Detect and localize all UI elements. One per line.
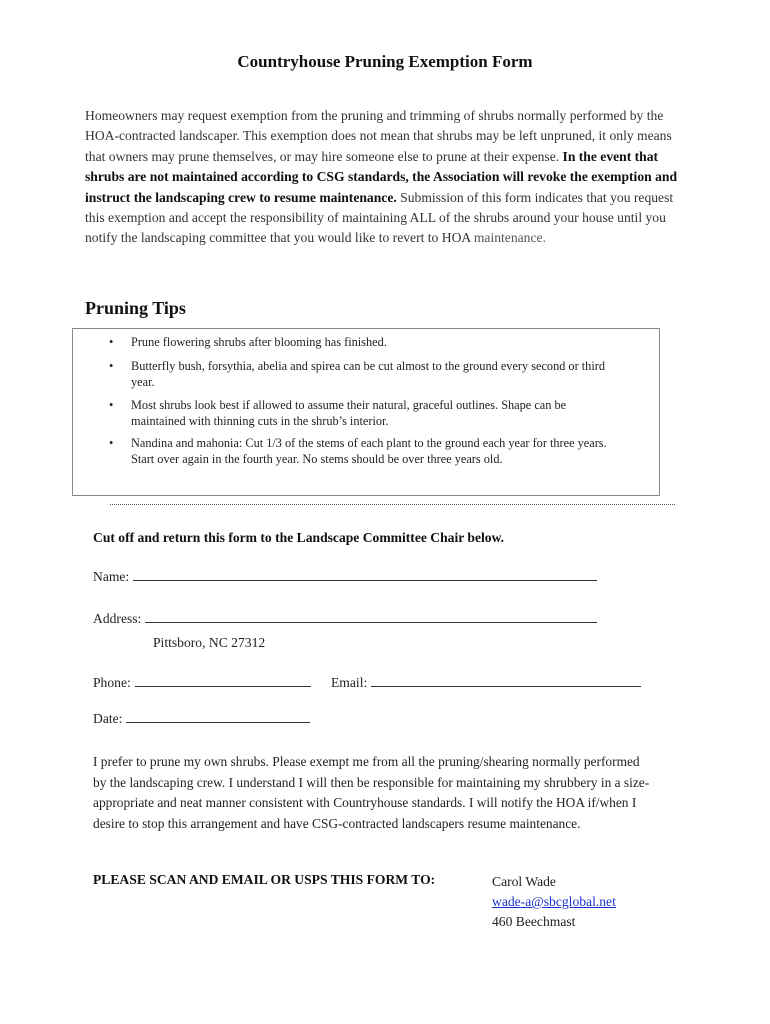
tip-text: Butterfly bush, forsythia, abelia and spirea can be cut almost to the ground every second or third year. bbox=[131, 359, 605, 389]
cutoff-instruction: Cut off and return this form to the Landscape Committee Chair below. bbox=[93, 530, 505, 545]
form-title: Countryhouse Pruning Exemption Form bbox=[237, 52, 533, 71]
cut-line bbox=[110, 504, 675, 505]
tip-text: Nandina and mahonia: Cut 1/3 of the stems of each plant to the ground each year for three years. Start over again in the fourth year. No stems should be over three years old. bbox=[131, 436, 607, 466]
name-label: Name: bbox=[93, 569, 130, 584]
date-label: Date: bbox=[93, 711, 123, 726]
list-item bbox=[103, 436, 623, 467]
intro-paragraph bbox=[85, 106, 685, 249]
intro-text: Homeowners may request exemption from the pruning and trimming of shrubs normally performed by the HOA-contracted landscaper. This exemption does not mean that shrubs may be left unpruned, it only means that owners may prune themselves, or may hire someone else to prune at their expense. bbox=[85, 108, 672, 164]
phone-field bbox=[93, 674, 311, 691]
list-item bbox=[103, 359, 623, 390]
name-input-line[interactable] bbox=[133, 568, 597, 581]
contact-address: 460 Beechmast bbox=[492, 914, 576, 929]
list-item bbox=[103, 398, 623, 429]
tip-text: Prune flowering shrubs after blooming has finished. bbox=[131, 335, 387, 349]
tip-text: Most shrubs look best if allowed to assume their natural, graceful outlines. Shape can be maintained with thinning cuts in the shrub’s interior. bbox=[131, 398, 567, 428]
bullet: • bbox=[109, 335, 114, 349]
bullet: • bbox=[109, 359, 114, 373]
phone-label: Phone: bbox=[93, 675, 131, 690]
intro-bold-text: In the event that shrubs are not maintained according to CSG standards, the Association will revoke the exemption and instruct the landscaping crew to resume maintenance. bbox=[85, 148, 677, 205]
email-input-line[interactable] bbox=[371, 674, 641, 687]
address-field bbox=[93, 610, 597, 627]
bullet: • bbox=[109, 436, 114, 450]
scan-instruction: PLEASE SCAN AND EMAIL OR USPS THIS FORM TO: bbox=[93, 872, 436, 887]
bullet: • bbox=[109, 398, 114, 412]
intro-text-end: maintenance. bbox=[470, 230, 546, 246]
name-field bbox=[93, 568, 597, 585]
list-item bbox=[103, 335, 623, 351]
phone-input-line[interactable] bbox=[135, 674, 311, 687]
date-input-line[interactable] bbox=[126, 710, 310, 723]
address-label: Address: bbox=[93, 611, 142, 626]
pruning-tips-heading: Pruning Tips bbox=[85, 298, 186, 318]
date-field bbox=[93, 710, 310, 727]
contact-block bbox=[492, 872, 616, 932]
email-field bbox=[331, 674, 641, 691]
address-input-line[interactable] bbox=[145, 610, 597, 623]
pruning-tips-box bbox=[72, 328, 660, 496]
contact-name: Carol Wade bbox=[492, 874, 556, 889]
city-state-zip: Pittsboro, NC 27312 bbox=[153, 635, 266, 650]
email-label: Email: bbox=[331, 675, 368, 690]
contact-email-link[interactable]: wade-a@sbcglobal.net bbox=[492, 894, 616, 909]
exemption-statement: I prefer to prune my own shrubs. Please exempt me from all the pruning/shearing normally performed by the landscaping crew. I understand I will then be responsible for maintaining my shrubbery in a size-appropriate and neat manner consistent with Countryhouse standards. I will notify the HOA if/when I desire to stop this arrangement and have CSG-contracted landscapers resume maintenance. bbox=[93, 754, 650, 831]
intro-text-continued: Submission of this form indicates that you request this exemption and accept the responsibility of maintaining ALL of the shrubs around your house until you notify the landscaping committee that you would like to revert to HOA bbox=[85, 189, 674, 246]
